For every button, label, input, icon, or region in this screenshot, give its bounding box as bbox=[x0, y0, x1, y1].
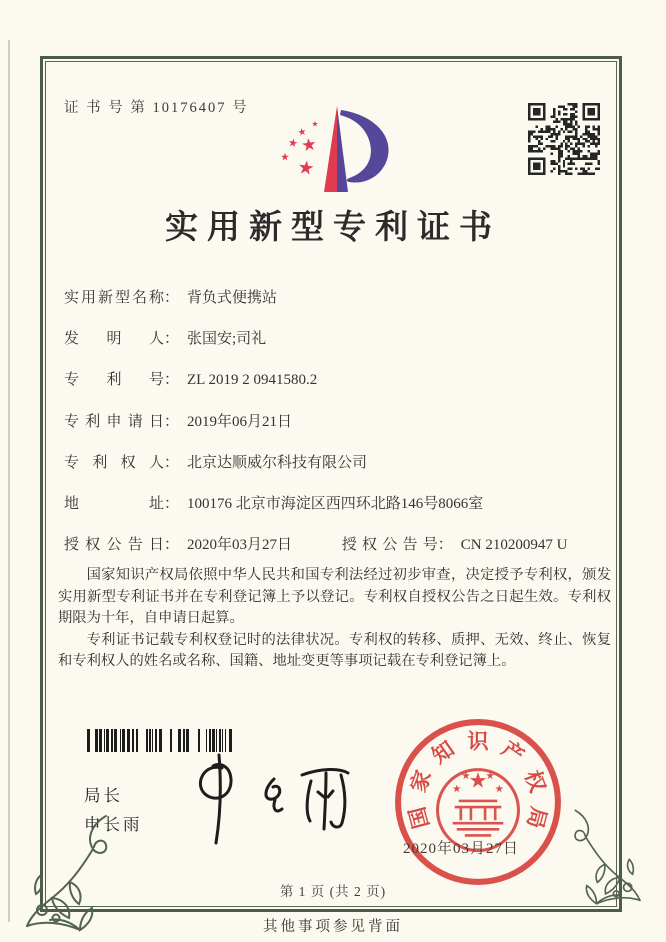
field-value: 100176 北京市海淀区西四环北路146号8066室 bbox=[187, 495, 484, 512]
qr-code bbox=[528, 103, 600, 175]
field-colon: ： bbox=[164, 290, 180, 306]
field-label: 授权公告日 bbox=[64, 537, 164, 554]
official-seal bbox=[392, 716, 564, 888]
field-row-patent-no bbox=[64, 369, 612, 391]
field-label: 授权公告号 bbox=[341, 537, 438, 554]
legal-paragraph-1: 国家知识产权局依照中华人民共和国专利法经过初步审查，决定授予专利权，颁发实用新型专利证书并在专利登记簿上予以登记。专利权自授权公告之日起生效。专利权期限为十年，自申请日起算。 bbox=[58, 567, 611, 627]
field-row-inventor bbox=[64, 328, 612, 350]
field-row-filing-date bbox=[64, 411, 612, 433]
certificate-number: 证 书 号 第 10176407 号 bbox=[64, 100, 249, 116]
field-value: 背负式便携站 bbox=[187, 290, 278, 306]
field-row-patentee bbox=[64, 452, 612, 474]
field-value: 张国安;司礼 bbox=[187, 331, 267, 348]
field-label: 专利权人 bbox=[64, 454, 164, 471]
field-colon: ： bbox=[164, 372, 180, 389]
seal-char: 知 bbox=[427, 736, 459, 769]
officer-role: 局长 bbox=[84, 787, 123, 805]
field-label: 实用新型名称 bbox=[64, 290, 164, 306]
logo-triangle-red bbox=[324, 106, 337, 192]
seal-char: 权 bbox=[520, 767, 550, 796]
field-value: ZL 2019 2 0941580.2 bbox=[187, 372, 318, 389]
field-label: 专利申请日 bbox=[64, 413, 164, 430]
seal-char: 家 bbox=[406, 767, 436, 796]
field-colon: ： bbox=[164, 331, 180, 348]
field-list bbox=[64, 287, 612, 575]
field-colon: ： bbox=[164, 413, 180, 430]
field-row-grant bbox=[64, 534, 612, 556]
field-label: 专利号 bbox=[64, 372, 164, 389]
logo-p-curve bbox=[340, 110, 389, 183]
cnipa-logo-icon bbox=[260, 100, 416, 198]
field-value: CN 210200947 U bbox=[460, 537, 568, 554]
field-label: 地址 bbox=[64, 495, 164, 512]
field-colon: ： bbox=[164, 537, 180, 554]
field-colon: ： bbox=[437, 537, 453, 554]
certificate-title: 实用新型专利证书 bbox=[165, 210, 501, 246]
field-row-name bbox=[64, 287, 612, 309]
legal-text bbox=[58, 565, 611, 673]
logo-stars bbox=[281, 121, 318, 175]
seal-char: 识 bbox=[467, 729, 489, 754]
seal-char: 局 bbox=[522, 804, 551, 832]
field-colon: ： bbox=[164, 495, 180, 512]
field-value: 2020年03月27日 bbox=[187, 537, 293, 554]
logo-triangle-purple bbox=[337, 106, 348, 192]
emblem-gate bbox=[453, 801, 504, 835]
scan-edge-line bbox=[8, 40, 10, 922]
director-signature bbox=[182, 748, 352, 853]
seal-char: 产 bbox=[497, 736, 529, 769]
page-number: 第 1 页 (共 2 页) bbox=[279, 884, 387, 899]
legal-paragraph-2: 专利证书记载专利权登记时的法律状况。专利权的转移、质押、无效、终止、恢复和专利权人的姓名或名称、国籍、地址变更等事项记载在专利登记簿上。 bbox=[58, 631, 611, 670]
back-side-note: 其他事项参见背面 bbox=[263, 919, 403, 935]
field-value: 2019年06月21日 bbox=[187, 413, 293, 430]
field-value: 北京达顺威尔科技有限公司 bbox=[187, 454, 368, 471]
seal-date: 2020年03月27日 bbox=[403, 841, 520, 857]
officer-name: 申长雨 bbox=[84, 816, 143, 834]
field-colon: ： bbox=[164, 454, 180, 471]
field-row-address bbox=[64, 493, 612, 515]
field-label: 发明人 bbox=[64, 331, 164, 348]
seal-char: 国 bbox=[405, 804, 434, 832]
